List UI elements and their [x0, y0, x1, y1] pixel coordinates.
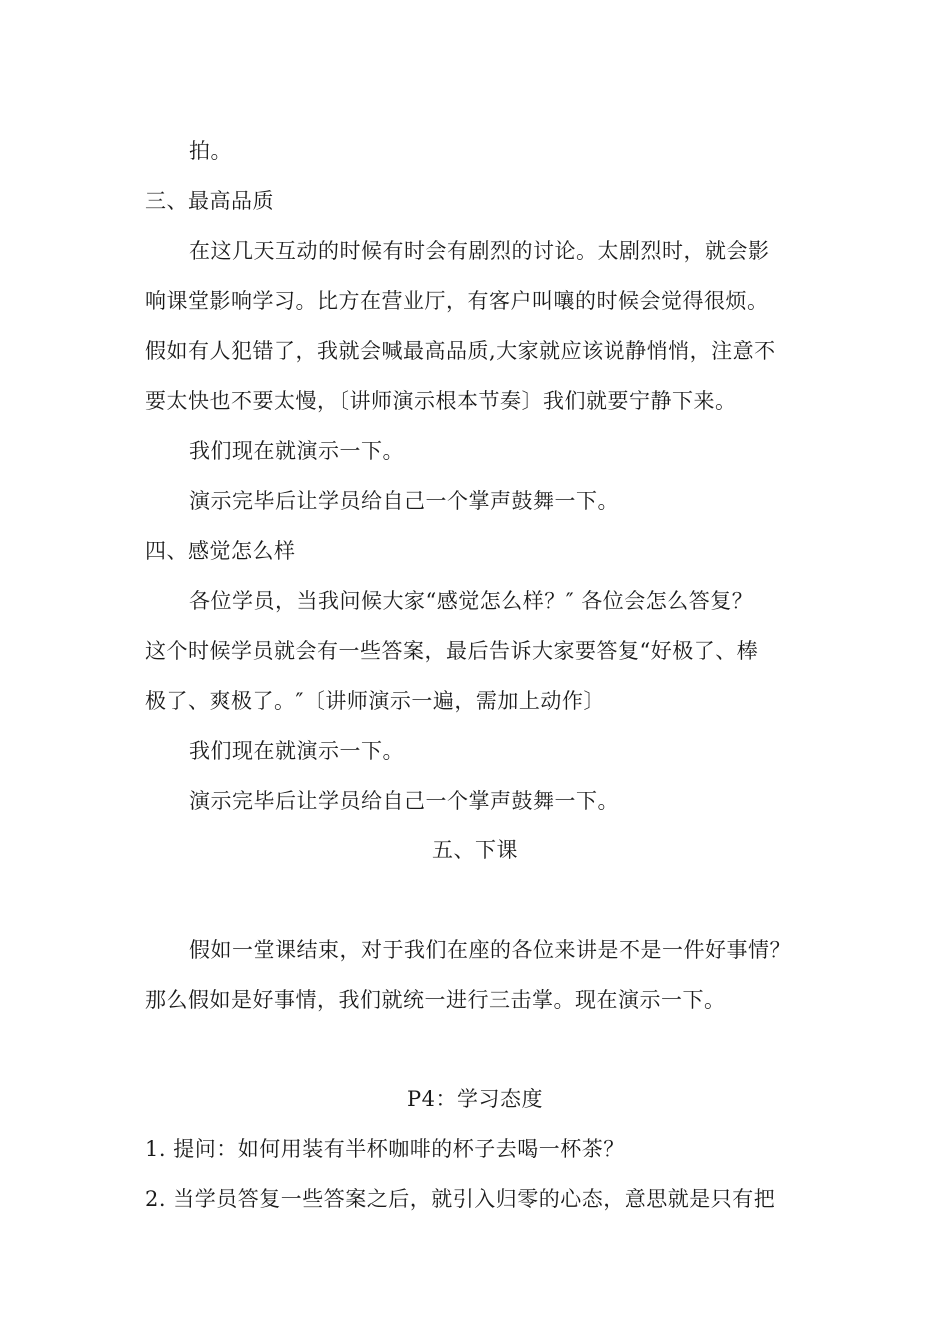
paragraph-line: 要太快也不要太慢，〔讲师演示根本节奏〕我们就要宁静下来。 [145, 389, 737, 413]
paragraph: 我们现在就演示一下。 [189, 439, 404, 463]
paragraph-line: 各位学员，当我问候大家“感觉怎么样？″ 各位会怎么答复？ [189, 589, 754, 613]
list-item: 2. 当学员答复一些答案之后，就引入归零的心态，意思就是只有把 [145, 1187, 776, 1211]
section-heading-4: 四、感觉怎么样 [145, 539, 296, 563]
section-title: P4：学习态度 [407, 1087, 543, 1111]
paragraph: 我们现在就演示一下。 [189, 739, 404, 763]
paragraph: 演示完毕后让学员给自己一个掌声鼓舞一下。 [189, 789, 619, 813]
paragraph-continuation: 拍。 [189, 139, 232, 163]
list-item: 1. 提问：如何用装有半杯咖啡的杯子去喝一杯茶？ [145, 1137, 625, 1161]
paragraph-line: 假如一堂课结束，对于我们在座的各位来讲是不是一件好事情？ [189, 938, 791, 962]
paragraph-line: 在这几天互动的时候有时会有剧烈的讨论。太剧烈时，就会影 [189, 239, 770, 263]
paragraph-line: 响课堂影响学习。比方在营业厅，有客户叫嚷的时候会觉得很烦。 [145, 289, 769, 313]
paragraph-line: 极了、爽极了。″〔讲师演示一遍，需加上动作〕 [145, 689, 605, 713]
paragraph-line: 这个时候学员就会有一些答案，最后告诉大家要答复“好极了、棒 [145, 639, 759, 663]
paragraph-line: 假如有人犯错了，我就会喊最高品质,大家就应该说静悄悄，注意不 [145, 339, 776, 363]
paragraph-line: 那么假如是好事情，我们就统一进行三击掌。现在演示一下。 [145, 988, 726, 1012]
section-heading-3: 三、最高品质 [145, 189, 274, 213]
section-heading-5: 五、下课 [432, 838, 518, 862]
paragraph: 演示完毕后让学员给自己一个掌声鼓舞一下。 [189, 489, 619, 513]
